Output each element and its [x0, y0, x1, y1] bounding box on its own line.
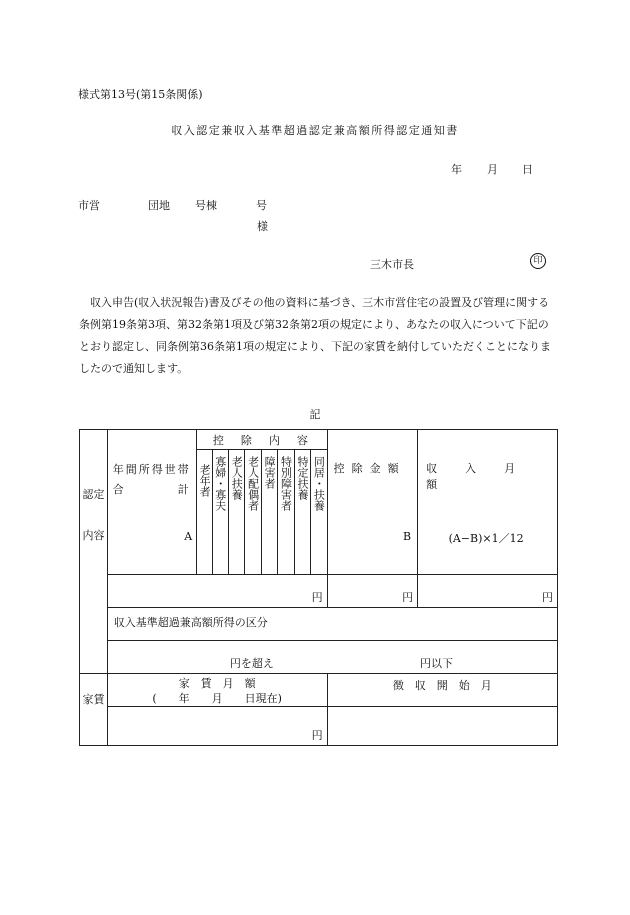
address-sama: 様	[257, 220, 268, 233]
body-paragraph: 収入申告(収入状況報告)書及びその他の資料に基づき、三木市営住宅の設置及び管理に関する条例第19条第3項、第32条第1項及び第32条第2項の規定により、あなたの収入について下記のとおり認定し、同条例第36条第1項の規定により、下記の家賃を納付していただくことになりましたので通知します。	[79, 296, 551, 375]
deduction-col: 特別障害者	[278, 450, 294, 575]
monthly-income-value-cell[interactable]: 円	[418, 575, 558, 608]
over-value-cell[interactable]: 円を超え	[107, 641, 278, 674]
rent-value-cell[interactable]: 円	[107, 707, 327, 746]
label-yachin: 家賃	[80, 674, 108, 746]
deduction-col: 老年者	[197, 450, 212, 575]
date-day: 日	[522, 163, 533, 176]
address-danchi: 団地	[148, 199, 170, 212]
deduction-col: 特定扶養	[294, 450, 310, 575]
nintei-table	[79, 429, 558, 746]
seal-icon: 印	[530, 253, 546, 269]
label-nintei-naiyo: 認定内容	[80, 430, 108, 674]
deduction-amount-value-cell[interactable]: 円	[327, 575, 417, 608]
mayor-name: 三木市長	[370, 258, 414, 271]
deduction-col: 寡婦・寡夫	[212, 450, 228, 575]
rent-header: 家 賃 月 額 ( 年 月 日現在)	[107, 674, 327, 707]
address-go: 号	[256, 199, 267, 212]
date-year: 年	[451, 163, 462, 176]
annual-income-header: 年間所得世帯合計 A	[107, 430, 196, 575]
deduction-header: 控 除 内 容	[197, 430, 327, 450]
category-label: 収入基準超過兼高額所得の区分	[107, 608, 557, 641]
deduction-col: 同居・扶養	[311, 450, 327, 575]
document-title: 収入認定兼収入基準超過認定兼高額所得認定通知書	[171, 124, 459, 137]
under-value-cell[interactable]: 円以下	[278, 641, 558, 674]
deduction-col: 障害者	[261, 450, 277, 575]
deduction-amount-header: 控除金額 B	[327, 430, 417, 575]
collection-start-value-cell[interactable]	[327, 707, 557, 746]
deduction-col: 老人扶養	[229, 450, 245, 575]
address-goto: 号棟	[195, 199, 217, 212]
collection-start-header: 徴 収 開 始 月	[327, 674, 557, 707]
address-city: 市営	[78, 199, 100, 212]
income-value-cell[interactable]: 円	[107, 575, 327, 608]
monthly-income-header: 収入月額 (A−B)×1／12	[418, 430, 558, 575]
form-number: 様式第13号(第15条関係)	[78, 88, 203, 101]
date-month: 月	[487, 163, 498, 176]
ki-label: 記	[309, 408, 321, 421]
deduction-col: 老人配偶者	[245, 450, 261, 575]
